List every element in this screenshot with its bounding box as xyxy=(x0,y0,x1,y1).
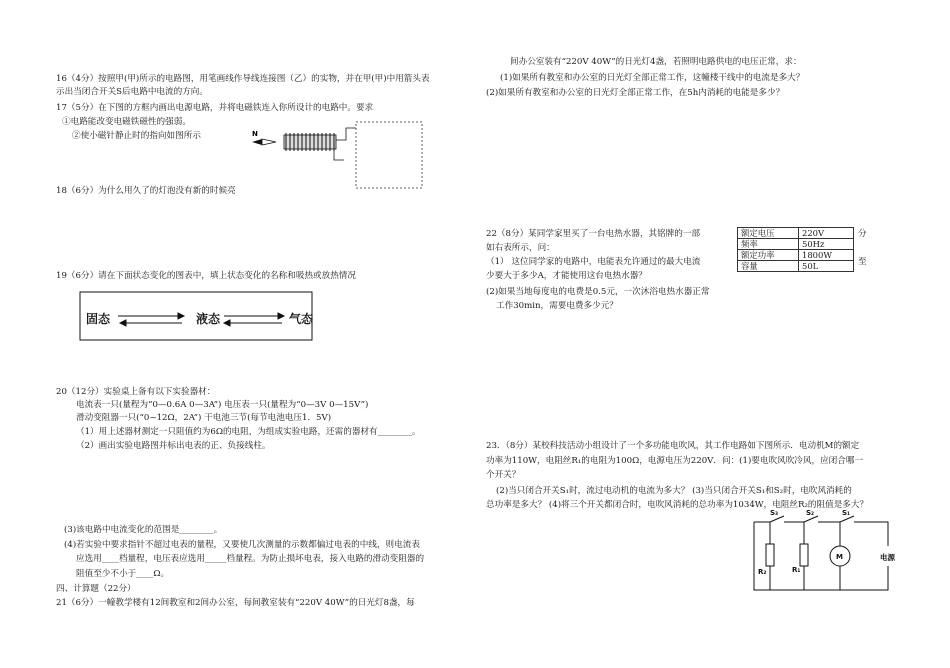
q23-line-2: 功率为110W，电阻丝R₁的电阻为100Ω，电源电压为220V．问：(1)要电吹风吹冷风，应闭合哪一 xyxy=(486,456,864,466)
q16-line-1: 16（4分）按照甲(甲)所示的电路图，用笔画线作导线连接图（乙）的实物，并在甲(甲)中用箭头表 xyxy=(56,74,430,84)
label-s3: S₃ xyxy=(770,509,779,517)
q21-cont-1: 间办公室装有“220V 40W”的日光灯4盏，若照明电路供电的电压正常，求： xyxy=(510,57,802,67)
q22-line-3: （1） 这位同学家的电路中，电能表允许通过的最大电流 xyxy=(486,257,701,267)
q23-line-4: (2)当只闭合开关S₁时，流过电动机的电流为多大？ (3)当只闭合开关S₁和S₂时，电吹风消耗的 xyxy=(496,486,852,496)
q20-part3: (3)该电路中电流变化的范围是________。 xyxy=(64,525,223,535)
label-s2: S₂ xyxy=(806,509,815,517)
resistor-r1 xyxy=(800,544,808,566)
label-r2: R₂ xyxy=(758,568,767,576)
label-s1: S₁ xyxy=(842,509,851,517)
heater-nameplate-table xyxy=(737,227,854,272)
label-power-source: 电源 xyxy=(880,553,895,562)
section-4-title: 四、计算题（22分） xyxy=(56,584,136,594)
power-circuit-box xyxy=(356,122,422,188)
q22-line-2: 如右表所示，问： xyxy=(486,243,555,253)
needle-label: N xyxy=(252,130,258,138)
q20-part4-3: 阻值至少不小于____Ω。 xyxy=(76,569,170,579)
q20-line-3: 滑动变阻器一只(“0~12Ω，2A”) 干电池三节(每节电池电压1．5V) xyxy=(76,413,332,423)
q22-line-1: 22（8分）某同学家里买了一台电热水器，其铭牌的一部 xyxy=(486,229,701,239)
table-row xyxy=(738,239,854,250)
q23-line-1: 23．（8分）某校科技活动小组设计了一个多功能电吹风，其工作电路如下图所示．电动机M的额定 xyxy=(486,441,860,451)
table-cell: 额定功率 xyxy=(738,250,799,261)
q23-line-5: 总功率是多大？ (4)将三个开关都闭合时，电吹风消耗的总功率为1034W，电阻丝R₂的阻值是多大？ xyxy=(486,500,869,510)
q20-part4-1: (4)若实验中要求指针不超过电表的量程，又要使几次测量的示数都偏过电表的中线，则电流表 xyxy=(64,540,420,550)
q22-line-5: (2)如果当地每度电的电费是0.5元，一次沐浴电热水器正常 xyxy=(486,287,710,297)
resistor-r2 xyxy=(766,544,774,566)
q20-line-5: （2）画出实验电路图并标出电表的正、负接线柱。 xyxy=(76,441,271,451)
q21-part2: (2)如果所有教室和办公室的日光灯全部正常工作，在5h内消耗的电能是多少？ xyxy=(486,88,785,98)
q19-text: 19（6分）请在下面状态变化的图表中，填上状态变化的名称和吸热或放热情况 xyxy=(56,271,356,281)
q20-line-1: 20（12分）实验桌上备有以下实验器材： xyxy=(56,387,216,397)
table-cell: 额定电压 xyxy=(738,228,799,239)
table-cell: 220V xyxy=(799,228,854,239)
electromagnet-figure xyxy=(248,118,428,192)
state-liquid: 液态 xyxy=(196,312,221,326)
state-solid: 固态 xyxy=(86,312,111,326)
table-cell: 50L xyxy=(799,261,854,272)
q20-line-2: 电流表一只(量程为“0—0.6A 0—3A”) 电压表一只(量程为“0—3V 0—15V”) xyxy=(76,400,369,410)
hair-dryer-circuit xyxy=(744,508,904,600)
q22-line-4: 少要大于多少A，才能使用这台电热水器？ xyxy=(486,271,647,281)
label-r1: R₁ xyxy=(792,566,801,574)
table-cell: 1800W xyxy=(799,250,854,261)
wire-lead xyxy=(334,149,344,160)
table-cell: 容量 xyxy=(738,261,799,272)
q22-side-2: 至 xyxy=(858,257,867,267)
table-row xyxy=(738,228,854,239)
q21-line-1: 21（6分）一幢教学楼有12间教室和2间办公室，每间教室装有“220V 40W”的日光灯8盏，每 xyxy=(56,598,415,608)
compass-needle-north xyxy=(252,139,262,145)
q20-part4-2: 应选用____档量程，电压表应选用_____档量程。为防止损坏电表，接入电路的滑动变阻器的 xyxy=(76,554,425,564)
q17-line-1: 17（5分）在下图的方框内画出电源电路，并将电磁铁连入你所设计的电路中。要求 xyxy=(56,103,374,113)
table-row xyxy=(738,261,854,272)
q16-line-2: 示出当闭合开关S后电路中电流的方向。 xyxy=(56,87,208,97)
q21-part1: (1)如果所有教室和办公室的日光灯全部正常工作，这幢楼干线中的电流是多大？ xyxy=(500,73,805,83)
q17-req-1: ①电路能改变电磁铁磁性的强弱。 xyxy=(62,117,191,127)
wire-lead xyxy=(336,128,356,140)
label-motor: M xyxy=(836,553,843,561)
table-cell: 50Hz xyxy=(799,239,854,250)
q23-line-3: 个开关？ xyxy=(486,470,521,480)
table-row xyxy=(738,250,854,261)
table-cell: 频率 xyxy=(738,239,799,250)
q22-line-6: 工作30min，需要电费多少元？ xyxy=(496,301,618,311)
compass-needle-south xyxy=(262,139,276,145)
q17-req-2: ②使小磁针静止时的指向如图所示 xyxy=(72,131,201,141)
q20-line-4: （1）用上述器材测定一只阻值约为6Ω的电阻，为组成实验电路，还需的器材有________。 xyxy=(76,427,421,437)
q22-side-1: 分 xyxy=(858,229,867,239)
state-gas: 气态 xyxy=(289,312,314,326)
q18-text: 18（6分）为什么用久了的灯泡没有新的时候亮 xyxy=(56,186,236,196)
